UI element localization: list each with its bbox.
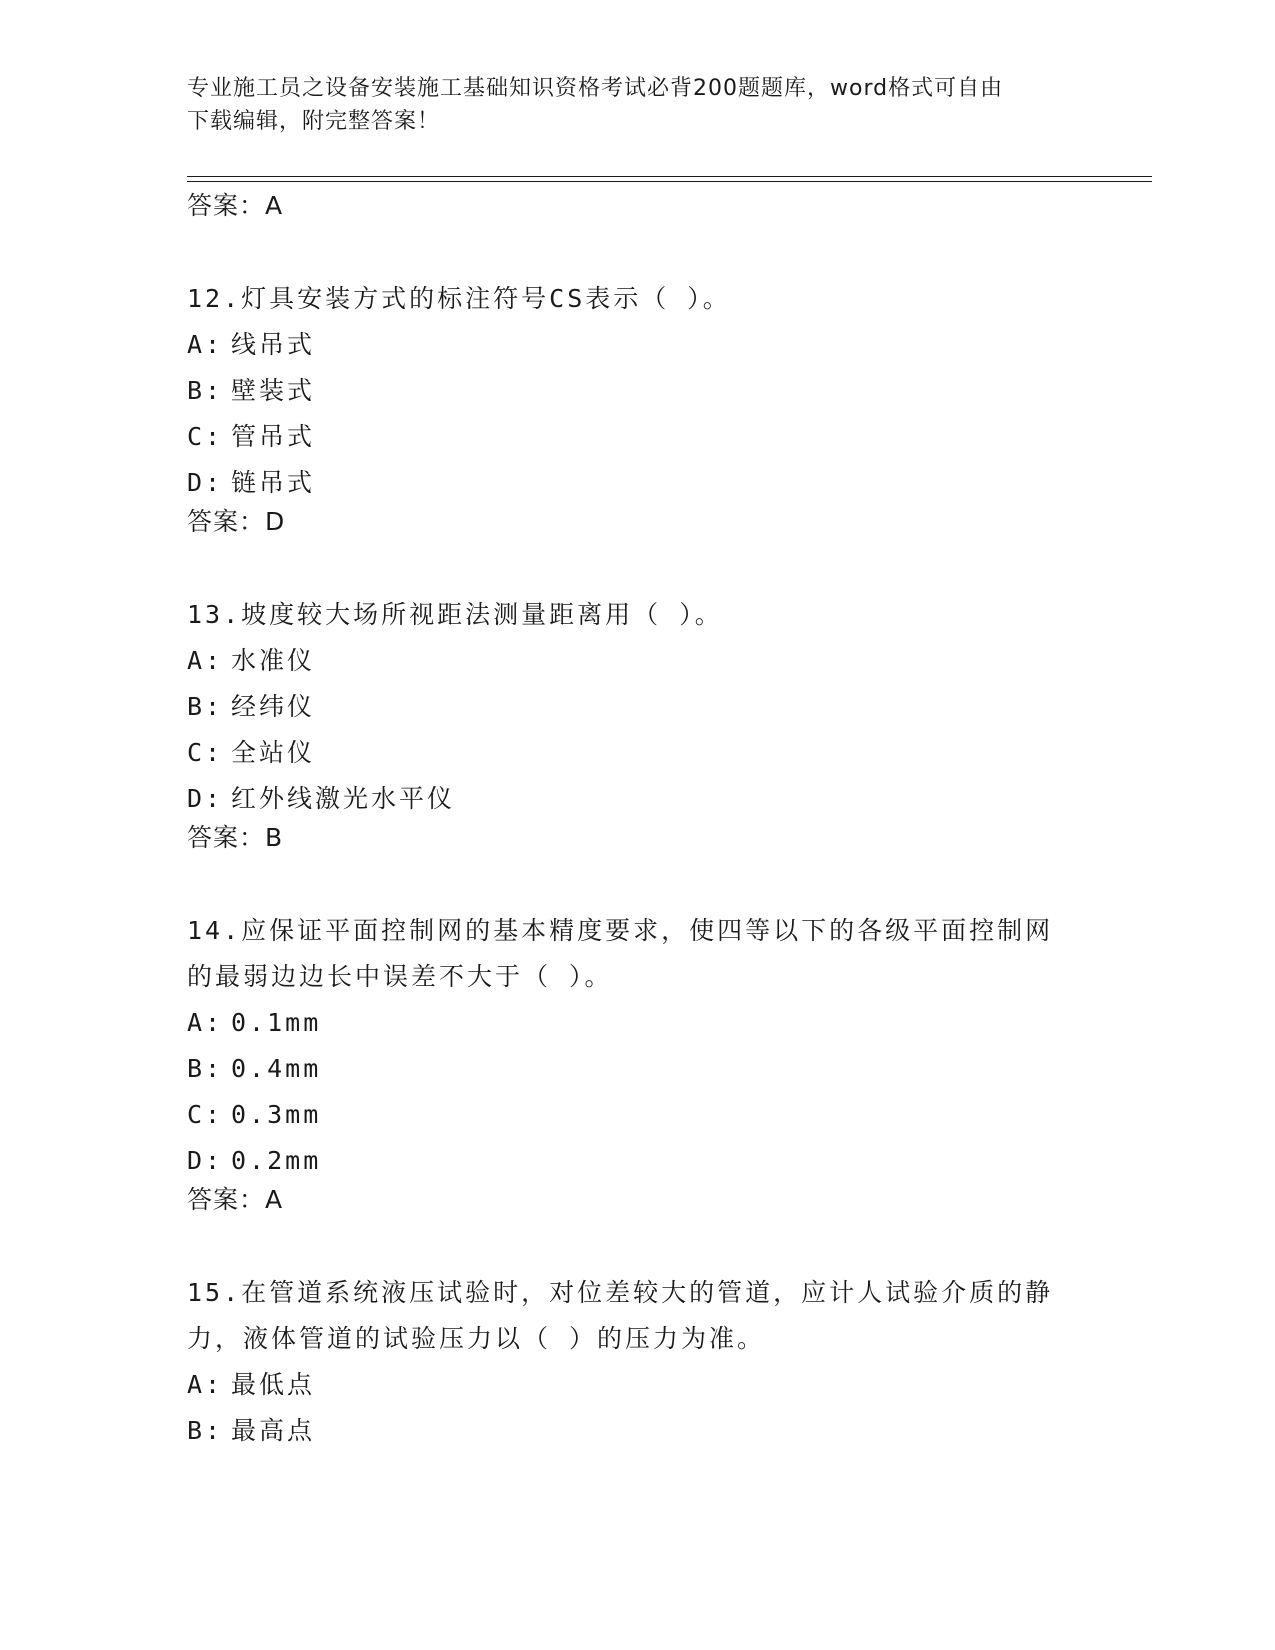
option-d: D: 链吊式	[187, 468, 316, 497]
option-a: A: 最低点	[187, 1370, 316, 1399]
document-header	[187, 72, 1067, 138]
question-stem: 13.坡度较大场所视距法测量距离用（ ）。	[187, 600, 723, 629]
answer-line: 答案：A	[187, 1185, 284, 1214]
question-item	[187, 592, 1067, 854]
option-b: B: 最高点	[187, 1416, 316, 1445]
question-item	[187, 908, 1067, 1216]
header-divider	[187, 176, 1152, 182]
question-list	[187, 190, 1067, 1454]
option-a: A: 0.1mm	[187, 1008, 322, 1037]
option-b: B: 经纬仪	[187, 692, 316, 721]
option-d: D: 0.2mm	[187, 1146, 322, 1175]
option-c: C: 0.3mm	[187, 1100, 322, 1129]
question-item	[187, 1270, 1067, 1454]
option-b: B: 0.4mm	[187, 1054, 322, 1083]
option-b: B: 壁装式	[187, 376, 316, 405]
question-stem: 15.在管道系统液压试验时，对位差较大的管道，应计人试验介质的静力，液体管道的试验压力以（ ）的压力为准。	[187, 1278, 1054, 1353]
header-line-2: 下载编辑，附完整答案！	[187, 109, 441, 134]
option-c: C: 管吊式	[187, 422, 316, 451]
question-item	[187, 276, 1067, 538]
answer-line: 答案：B	[187, 823, 284, 852]
option-a: A: 水准仪	[187, 646, 316, 675]
question-stem: 14.应保证平面控制网的基本精度要求，使四等以下的各级平面控制网的最弱边边长中误差不大于（ ）。	[187, 916, 1054, 991]
header-line-1: 专业施工员之设备安装施工基础知识资格考试必背200题题库，word格式可自由	[187, 76, 1004, 101]
answer-line: 答案：D	[187, 507, 286, 536]
answer-line: 答案：A	[187, 191, 284, 220]
document-page	[187, 0, 1152, 1650]
option-c: C: 全站仪	[187, 738, 316, 767]
question-stem: 12.灯具安装方式的标注符号CS表示（ ）。	[187, 284, 731, 313]
option-a: A: 线吊式	[187, 330, 316, 359]
option-d: D: 红外线激光水平仪	[187, 784, 456, 813]
